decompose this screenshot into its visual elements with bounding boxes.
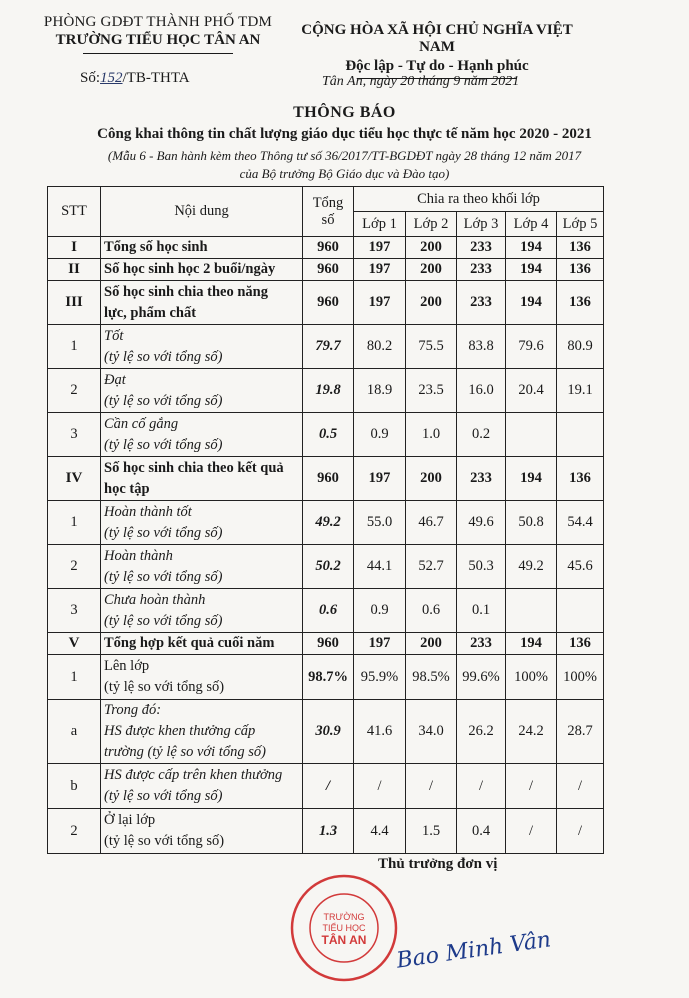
row-grade-3: 99.6% [457, 655, 506, 700]
row-grade-1: 80.2 [354, 325, 406, 369]
row-grade-1: 197 [354, 633, 406, 655]
page-title: THÔNG BÁO [293, 104, 396, 121]
row-label-cont: (tỷ lệ so với tổng số) [104, 788, 223, 804]
row-grade-2: 1.5 [406, 809, 457, 854]
row-grade-2: 200 [406, 457, 457, 501]
row-grade-5: 136 [557, 281, 604, 325]
header-grade-2: Lớp 2 [406, 212, 457, 237]
header-grade-1: Lớp 1 [354, 212, 406, 237]
table-row [48, 325, 604, 369]
row-grade-2: 46.7 [406, 501, 457, 545]
signature-title: Thủ trưởng đơn vị [378, 856, 498, 872]
row-grade-2: 200 [406, 281, 457, 325]
stamp-line-3: TÂN AN [321, 933, 367, 947]
row-stt: 2 [48, 369, 101, 413]
row-content [101, 633, 303, 655]
row-grade-3: 233 [457, 457, 506, 501]
row-label-cont: (tỷ lệ so với tổng số) [104, 833, 225, 849]
row-grade-4 [506, 589, 557, 633]
issuer-underline [83, 53, 233, 54]
signer-signature: Bao Minh Vân [395, 927, 553, 974]
row-label: Số học sinh chia theo năng [104, 283, 268, 300]
doc-number-prefix: Số: [80, 70, 101, 86]
row-content [101, 369, 303, 413]
row-total: 960 [303, 237, 354, 259]
row-stt: III [48, 281, 101, 325]
row-grade-5: / [557, 809, 604, 854]
table-row [48, 413, 604, 457]
row-grade-5: 45.6 [557, 545, 604, 589]
row-label: Lên lớp [104, 658, 150, 674]
row-grade-3: 83.8 [457, 325, 506, 369]
row-stt: a [48, 700, 101, 764]
row-total: 960 [303, 457, 354, 501]
row-grade-4: 79.6 [506, 325, 557, 369]
row-grade-1: 0.9 [354, 589, 406, 633]
row-total: 79.7 [303, 325, 354, 369]
header-grade-4: Lớp 4 [506, 212, 557, 237]
row-content [101, 457, 303, 501]
row-stt: b [48, 764, 101, 809]
header-total: Tổng số [303, 187, 354, 237]
row-label-cont: (tỷ lệ so với tổng số) [104, 392, 223, 409]
row-total: 50.2 [303, 545, 354, 589]
row-label-cont: HS được khen thưởng cấp [104, 723, 256, 739]
row-grade-3: 49.6 [457, 501, 506, 545]
school-name: TRƯỜNG TIỂU HỌC TÂN AN [55, 32, 261, 48]
row-stt: IV [48, 457, 101, 501]
row-content [101, 259, 303, 281]
row-content [101, 700, 303, 764]
row-stt: 1 [48, 501, 101, 545]
row-grade-2: 1.0 [406, 413, 457, 457]
row-grade-2: 75.5 [406, 325, 457, 369]
national-motto: Độc lập - Tự do - Hạnh phúc [345, 58, 529, 74]
row-grade-3: 233 [457, 281, 506, 325]
row-grade-5: 28.7 [557, 700, 604, 764]
row-content [101, 545, 303, 589]
row-stt: V [48, 633, 101, 655]
page-subtitle: Công khai thông tin chất lượng giáo dục tiểu học thực tế năm học 2020 - 2021 [97, 126, 592, 142]
row-label: Ở lại lớp [104, 812, 156, 828]
table-row [48, 809, 604, 854]
school-stamp-icon [288, 872, 400, 984]
row-label: Cần cố gắng [104, 415, 179, 432]
row-label-cont: học tập [104, 480, 150, 497]
row-grade-5: 136 [557, 237, 604, 259]
row-total: 49.2 [303, 501, 354, 545]
row-label-cont: (tỷ lệ so với tổng số) [104, 436, 223, 453]
row-total: 960 [303, 633, 354, 655]
row-stt: 1 [48, 325, 101, 369]
row-grade-4: 100% [506, 655, 557, 700]
row-grade-3: 0.4 [457, 809, 506, 854]
row-grade-4: 49.2 [506, 545, 557, 589]
row-label-cont: (tỷ lệ so với tổng số) [104, 524, 223, 541]
row-grade-3: 50.3 [457, 545, 506, 589]
row-grade-1: 95.9% [354, 655, 406, 700]
row-content [101, 325, 303, 369]
row-grade-5: 136 [557, 457, 604, 501]
row-total: 0.6 [303, 589, 354, 633]
row-content [101, 764, 303, 809]
row-label-cont2: trường (tỷ lệ so với tổng số) [104, 744, 266, 760]
row-stt: II [48, 259, 101, 281]
table-row [48, 259, 604, 281]
row-grade-1: 4.4 [354, 809, 406, 854]
row-grade-4: 194 [506, 259, 557, 281]
header-grade-5: Lớp 5 [557, 212, 604, 237]
row-content [101, 809, 303, 854]
row-grade-5: 80.9 [557, 325, 604, 369]
row-grade-2: 52.7 [406, 545, 457, 589]
row-grade-3: 233 [457, 633, 506, 655]
row-grade-4: 194 [506, 457, 557, 501]
row-grade-1: 197 [354, 259, 406, 281]
row-grade-2: 34.0 [406, 700, 457, 764]
row-grade-2: 200 [406, 633, 457, 655]
row-grade-3: / [457, 764, 506, 809]
table-row [48, 764, 604, 809]
table-row [48, 281, 604, 325]
form-note-line2: của Bộ trưởng Bộ Giáo dục và Đào tạo) [239, 166, 450, 181]
country-name: CỘNG HÒA XÃ HỘI CHỦ NGHĨA VIỆT NAM [301, 22, 573, 55]
row-grade-4: 194 [506, 633, 557, 655]
row-label-cont: (tỷ lệ so với tổng số) [104, 612, 223, 629]
table-row [48, 545, 604, 589]
row-total: 960 [303, 259, 354, 281]
row-grade-5: 100% [557, 655, 604, 700]
row-grade-1: 197 [354, 237, 406, 259]
row-grade-3: 0.1 [457, 589, 506, 633]
row-grade-4: 194 [506, 281, 557, 325]
row-stt: 1 [48, 655, 101, 700]
row-grade-1: 197 [354, 281, 406, 325]
row-content [101, 413, 303, 457]
row-stt: I [48, 237, 101, 259]
row-grade-4: / [506, 809, 557, 854]
statistics-table [47, 186, 604, 854]
header-grade-group: Chia ra theo khối lớp [354, 187, 604, 212]
row-label: Hoàn thành [104, 547, 173, 564]
row-grade-2: 23.5 [406, 369, 457, 413]
row-grade-2: 0.6 [406, 589, 457, 633]
row-label-cont: lực, phẩm chất [104, 304, 197, 321]
row-grade-1: 44.1 [354, 545, 406, 589]
row-total: 19.8 [303, 369, 354, 413]
stamp-line-2: TIỂU HỌC [322, 923, 366, 933]
header-content: Nội dung [101, 187, 303, 237]
table-row [48, 369, 604, 413]
row-grade-2: 200 [406, 237, 457, 259]
row-grade-1: / [354, 764, 406, 809]
table-row [48, 589, 604, 633]
row-label: Tổng số học sinh [104, 239, 208, 255]
row-grade-4: 194 [506, 237, 557, 259]
table-row [48, 633, 604, 655]
row-grade-2: 200 [406, 259, 457, 281]
row-grade-2: / [406, 764, 457, 809]
row-content [101, 501, 303, 545]
header-stt: STT [48, 187, 101, 237]
row-grade-5: 19.1 [557, 369, 604, 413]
row-label: Tốt [104, 327, 124, 344]
row-grade-5: 136 [557, 633, 604, 655]
agency-name: PHÒNG GDĐT THÀNH PHỐ TDM [43, 14, 273, 30]
row-label-cont: (tỷ lệ so với tổng số) [104, 679, 225, 695]
document-number [80, 70, 190, 87]
row-grade-3: 233 [457, 237, 506, 259]
row-stt: 3 [48, 413, 101, 457]
row-label: HS được cấp trên khen thưởng [104, 767, 283, 783]
row-content [101, 281, 303, 325]
doc-number-suffix: /TB-THTA [122, 70, 190, 86]
stamp-line-1: TRƯỜNG [323, 912, 365, 922]
row-label: Đạt [104, 371, 126, 388]
date-line: Tân An, ngày 20 tháng 9 năm 2021 [322, 74, 520, 89]
row-grade-5 [557, 413, 604, 457]
row-grade-3: 16.0 [457, 369, 506, 413]
row-content [101, 237, 303, 259]
doc-number-value: 152 [100, 70, 123, 86]
form-note-line1: (Mẫu 6 - Ban hành kèm theo Thông tư số 36/2017/TT-BGDĐT ngày 28 tháng 12 năm 2017 [107, 148, 582, 163]
row-grade-1: 197 [354, 457, 406, 501]
row-stt: 2 [48, 809, 101, 854]
row-total: 960 [303, 281, 354, 325]
row-label: Số học sinh học 2 buổi/ngày [104, 261, 276, 277]
row-label: Trong đó: [104, 702, 162, 718]
row-grade-3: 26.2 [457, 700, 506, 764]
row-grade-4 [506, 413, 557, 457]
row-grade-2: 98.5% [406, 655, 457, 700]
row-grade-1: 0.9 [354, 413, 406, 457]
header-grade-3: Lớp 3 [457, 212, 506, 237]
national-header [282, 22, 592, 79]
row-label: Số học sinh chia theo kết quả [104, 459, 284, 476]
row-grade-1: 55.0 [354, 501, 406, 545]
row-grade-4: 50.8 [506, 501, 557, 545]
row-grade-4: 20.4 [506, 369, 557, 413]
row-label: Tổng hợp kết quả cuối năm [104, 635, 275, 651]
row-grade-3: 0.2 [457, 413, 506, 457]
table-row [48, 700, 604, 764]
row-stt: 2 [48, 545, 101, 589]
row-label-cont: (tỷ lệ so với tổng số) [104, 348, 223, 365]
row-grade-5: 54.4 [557, 501, 604, 545]
row-content [101, 655, 303, 700]
table-row [48, 237, 604, 259]
issuer-header [28, 14, 288, 54]
row-total: / [303, 764, 354, 809]
row-total: 0.5 [303, 413, 354, 457]
row-grade-5: / [557, 764, 604, 809]
row-grade-4: 24.2 [506, 700, 557, 764]
row-grade-3: 233 [457, 259, 506, 281]
row-total: 30.9 [303, 700, 354, 764]
row-grade-1: 18.9 [354, 369, 406, 413]
row-grade-5 [557, 589, 604, 633]
row-grade-5: 136 [557, 259, 604, 281]
table-row [48, 655, 604, 700]
row-label: Hoàn thành tốt [104, 503, 192, 520]
row-grade-1: 41.6 [354, 700, 406, 764]
row-label: Chưa hoàn thành [104, 591, 206, 608]
row-grade-4: / [506, 764, 557, 809]
row-total: 98.7% [303, 655, 354, 700]
row-total: 1.3 [303, 809, 354, 854]
row-stt: 3 [48, 589, 101, 633]
table-row [48, 457, 604, 501]
row-label-cont: (tỷ lệ so với tổng số) [104, 568, 223, 585]
row-content [101, 589, 303, 633]
table-row [48, 501, 604, 545]
